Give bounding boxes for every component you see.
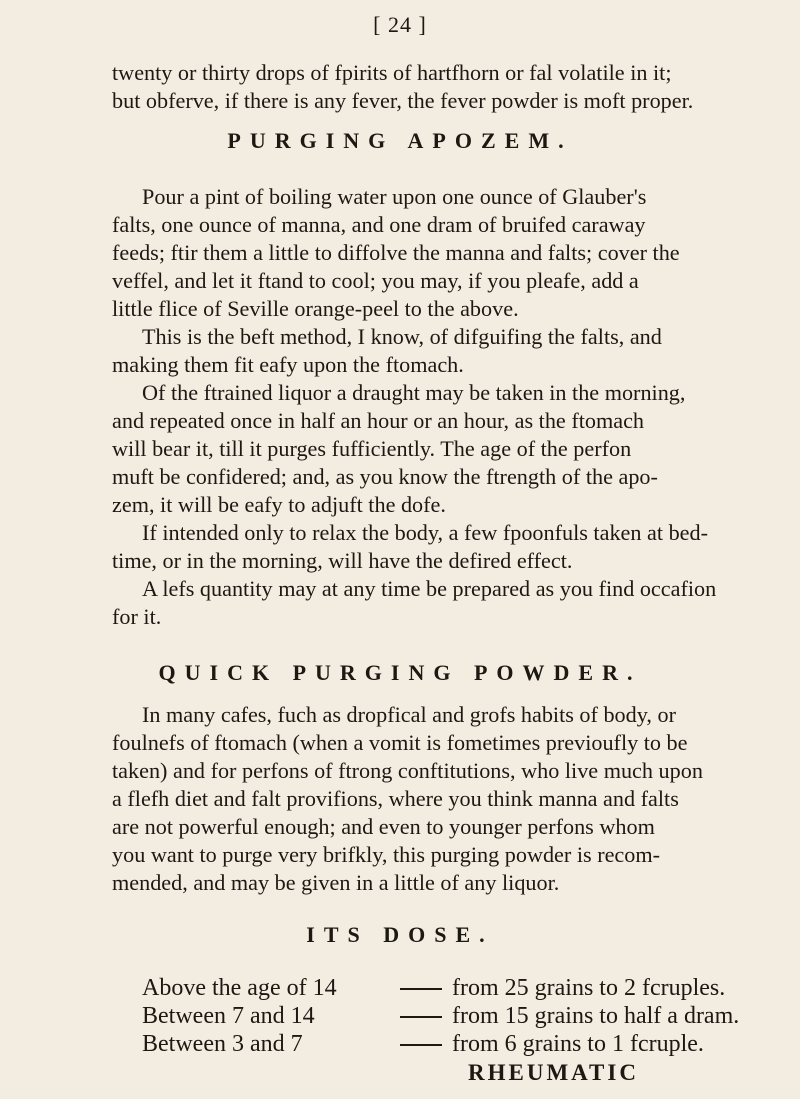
section-heading-quick-purging-powder: QUICK PURGING POWDER. — [158, 660, 642, 685]
paragraph-line: This is the beft method, I know, of difguifing the falts, and — [142, 324, 662, 349]
paragraph-line: veffel, and let it ftand to cool; you may, if you pleafe, add a — [112, 268, 639, 293]
dose-row — [142, 1002, 782, 1030]
paragraph-line: are not powerful enough; and even to younger perfons whom — [112, 814, 655, 839]
paragraph-line: time, or in the morning, will have the defired effect. — [112, 548, 573, 573]
page-number: [ 24 ] — [373, 12, 427, 37]
catchword: RHEUMATIC — [468, 1060, 639, 1085]
dose-row — [142, 974, 782, 1002]
dash-rule — [400, 988, 442, 990]
dose-age: Above the age of 14 — [142, 975, 337, 1001]
paragraph-line: little flice of Seville orange-peel to the above. — [112, 296, 519, 321]
paragraph-line: a flefh diet and falt provifions, where you think manna and falts — [112, 786, 679, 811]
dose-amount: from 15 grains to half a dram. — [452, 1003, 740, 1029]
paragraph-line: Of the ftrained liquor a draught may be taken in the morning, — [142, 380, 686, 405]
paragraph-line: A lefs quantity may at any time be prepared as you find occafion — [142, 576, 717, 601]
paragraph-line: muft be confidered; and, as you know the ftrength of the apo- — [112, 464, 658, 489]
intro-line: but obferve, if there is any fever, the fever powder is moft proper. — [112, 88, 694, 113]
paragraph-line: and repeated once in half an hour or an hour, as the ftomach — [112, 408, 645, 433]
dose-age: Between 7 and 14 — [142, 1003, 315, 1029]
section-heading-purging-apozem: PURGING APOZEM. — [227, 128, 573, 153]
paragraph-line: making them fit eafy upon the ftomach. — [112, 352, 464, 377]
paragraph-line: In many cafes, fuch as dropfical and grofs habits of body, or — [142, 702, 676, 727]
paragraph-line: for it. — [112, 604, 162, 629]
paragraph-line: Pour a pint of boiling water upon one ounce of Glauber's — [142, 184, 647, 209]
dose-amount: from 6 grains to 1 fcruple. — [452, 1031, 704, 1057]
paragraph-line: will bear it, till it purges fufficiently. The age of the perfon — [112, 436, 632, 461]
paragraph-line: you want to purge very brifkly, this purging powder is recom- — [112, 842, 661, 867]
section-heading-its-dose: ITS DOSE. — [306, 922, 494, 947]
paragraph-line: falts, one ounce of manna, and one dram of bruifed caraway — [112, 212, 646, 237]
paragraph-line: foulnefs of ftomach (when a vomit is fometimes previoufly to be — [112, 730, 688, 755]
paragraph-line: taken) and for perfons of ftrong conftitutions, who live much upon — [112, 758, 703, 783]
paragraph-line: If intended only to relax the body, a few fpoonfuls taken at bed- — [142, 520, 709, 545]
paragraph-line: feeds; ftir them a little to diffolve the manna and falts; cover the — [112, 240, 680, 265]
intro-line: twenty or thirty drops of fpirits of hartfhorn or fal volatile in it; — [112, 60, 672, 85]
dash-rule — [400, 1044, 442, 1046]
dose-age: Between 3 and 7 — [142, 1031, 303, 1057]
dash-rule — [400, 1016, 442, 1018]
paragraph-line: mended, and may be given in a little of any liquor. — [112, 870, 560, 895]
dose-amount: from 25 grains to 2 fcruples. — [452, 975, 726, 1001]
dose-row — [142, 1030, 782, 1058]
paragraph-line: zem, it will be eafy to adjuft the dofe. — [112, 492, 446, 517]
